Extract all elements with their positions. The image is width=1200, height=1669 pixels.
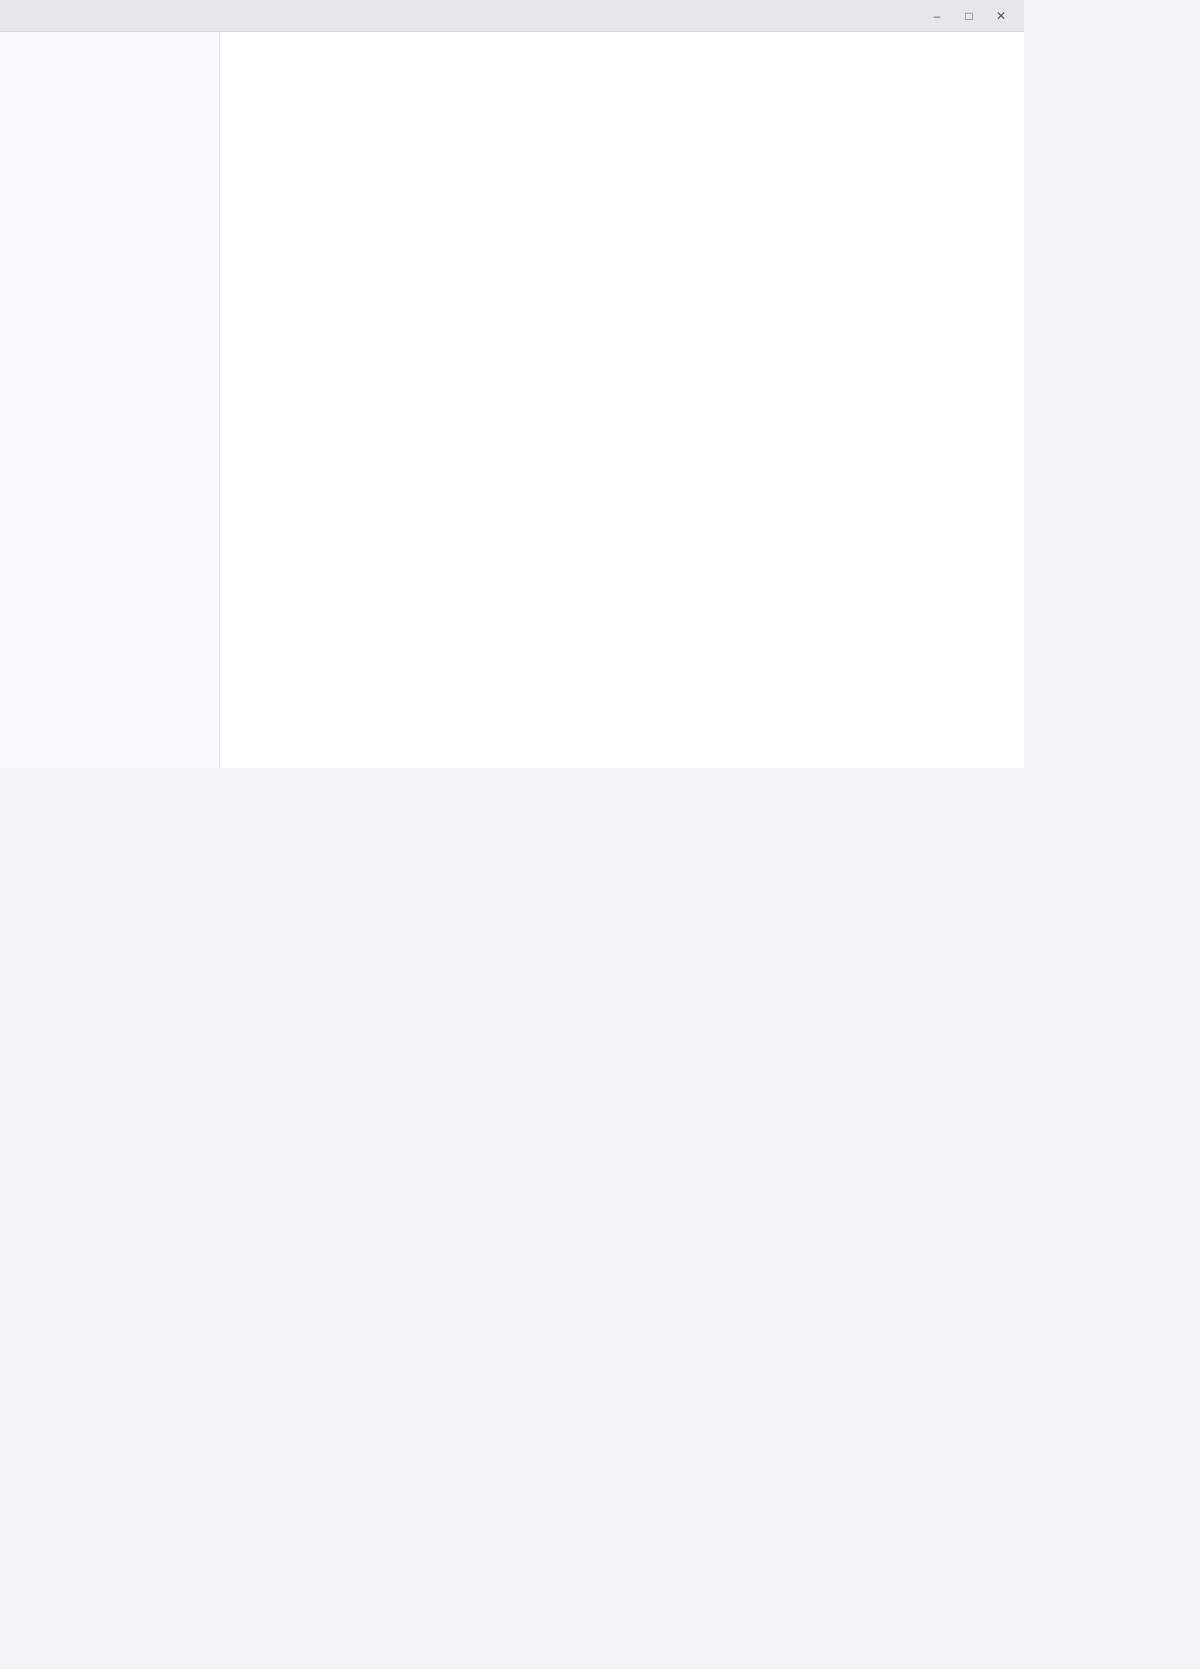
window-body [0, 32, 1024, 768]
minimize-icon[interactable]: – [933, 8, 941, 23]
close-icon[interactable]: ✕ [995, 8, 1007, 23]
title-bar [0, 0, 1024, 32]
main-content [220, 32, 1024, 768]
app-window [0, 0, 1024, 768]
sidebar [0, 32, 220, 768]
maximize-icon[interactable]: □ [965, 8, 973, 23]
window-controls [924, 6, 1014, 26]
